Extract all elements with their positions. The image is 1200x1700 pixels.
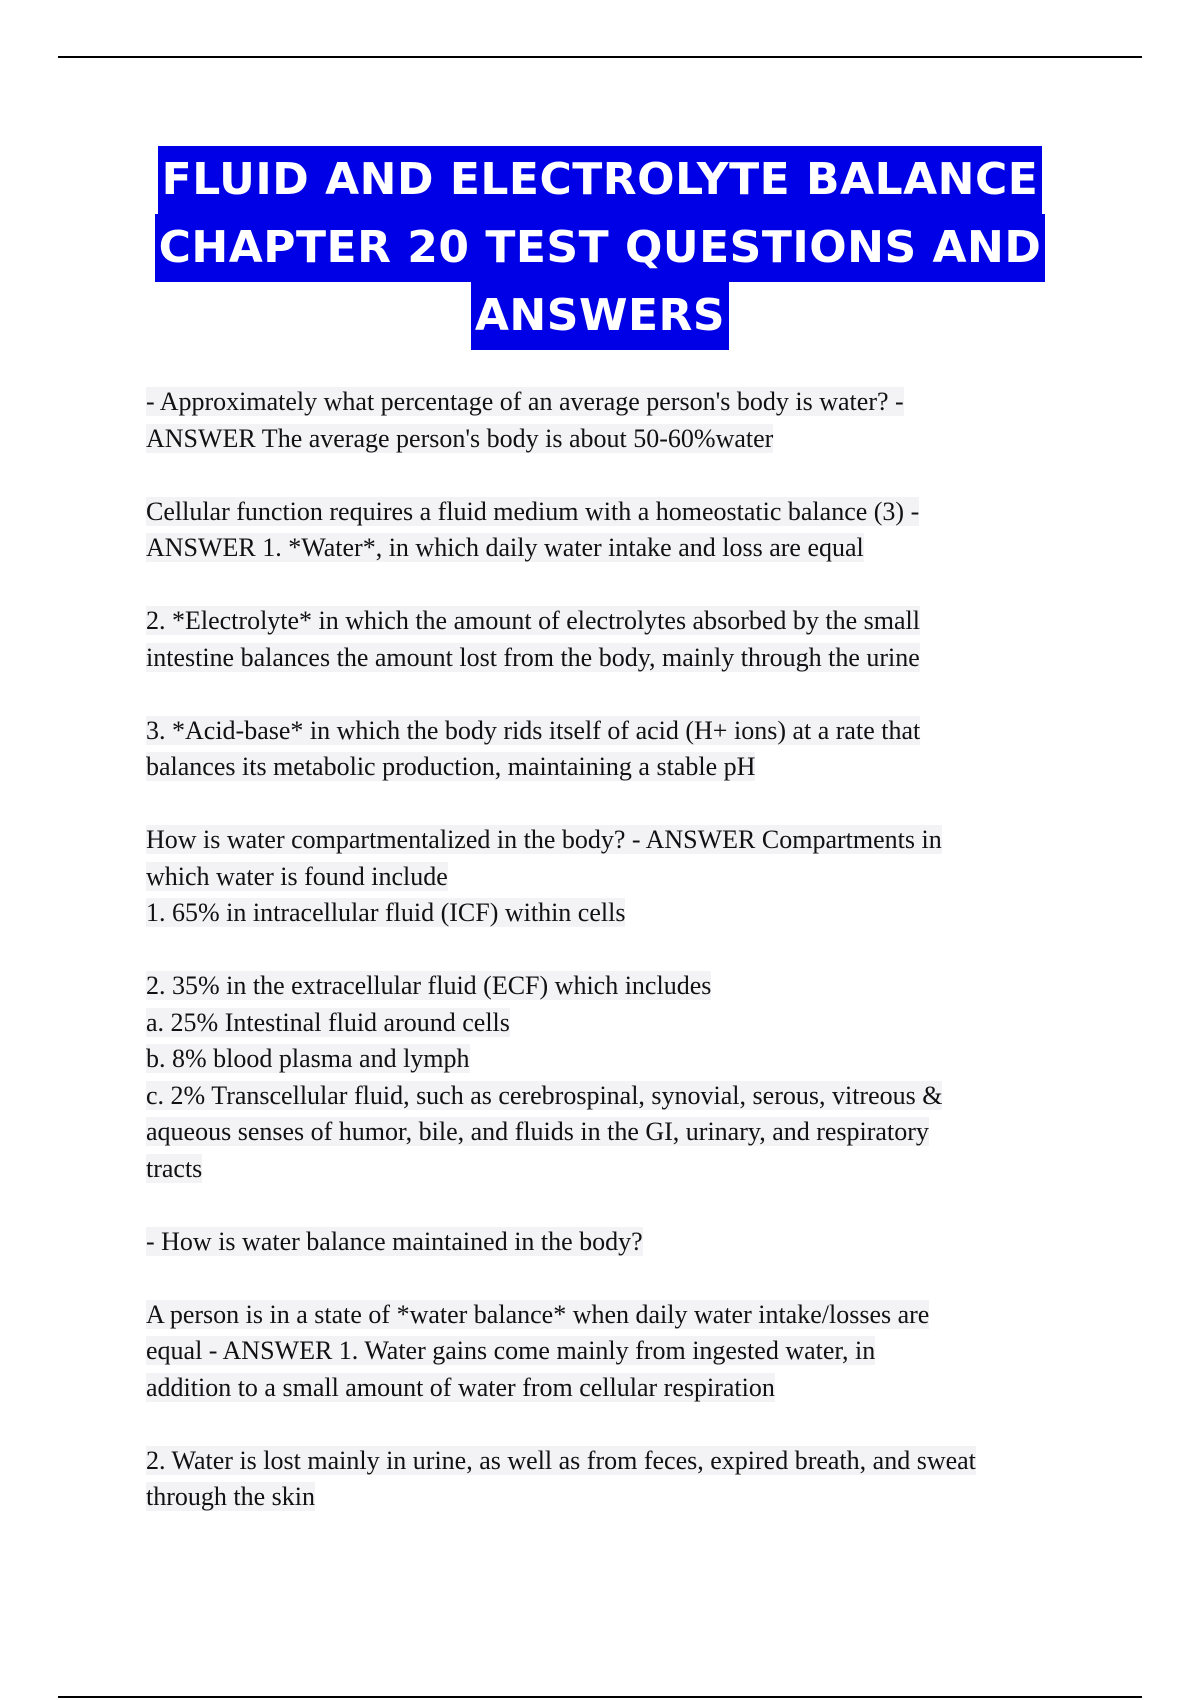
text-line: Cellular function requires a fluid medium with a homeostatic balance (3) - [146,496,920,526]
text-line: - How is water balance maintained in the body? [146,1226,643,1256]
paragraph-9 [146,1443,1066,1516]
title-line-1: FLUID AND ELECTROLYTE BALANCE [158,146,1043,214]
text-line: which water is found include [146,861,448,891]
paragraph-8 [146,1297,1066,1407]
text-line: How is water compartmentalized in the body? - ANSWER Compartments in [146,825,942,854]
text-line: through the skin [146,1482,315,1511]
document-body [146,384,1066,1552]
text-line: intestine balances the amount lost from the body, mainly through the urine [146,642,920,672]
paragraph-3 [146,603,1066,676]
text-line: 2. *Electrolyte* in which the amount of electrolytes absorbed by the small [146,606,921,635]
text-line: a. 25% Intestinal fluid around cells [146,1007,510,1037]
text-line: ANSWER 1. *Water*, in which daily water intake and loss are equal [146,533,864,562]
text-line: addition to a small amount of water from cellular respiration [146,1372,775,1402]
text-line: 2. 35% in the extracellular fluid (ECF) which includes [146,971,712,1000]
footer-rule [58,1696,1142,1698]
text-line: A person is in a state of *water balance* when daily water intake/losses are [146,1299,930,1329]
text-line: tracts [146,1153,203,1183]
title-line-3: ANSWERS [471,282,729,350]
text-line: c. 2% Transcellular fluid, such as cerebrospinal, synovial, serous, vitreous & [146,1080,943,1110]
header-rule [58,56,1142,58]
text-line: - Approximately what percentage of an average person's body is water? - [146,387,904,416]
text-line: equal - ANSWER 1. Water gains come mainly from ingested water, in [146,1336,876,1365]
title-line-2: CHAPTER 20 TEST QUESTIONS AND [155,214,1046,282]
paragraph-5 [146,822,1066,932]
text-line: 1. 65% in intracellular fluid (ICF) within cells [146,898,626,927]
paragraph-4 [146,713,1066,786]
paragraph-2 [146,494,1066,567]
paragraph-6 [146,968,1066,1187]
text-line: 3. *Acid-base* in which the body rids itself of acid (H+ ions) at a rate that [146,715,921,745]
paragraph-7 [146,1224,1066,1261]
document-title [100,146,1100,350]
text-line: ANSWER The average person's body is about 50-60%water [146,423,774,453]
paragraph-1 [146,384,1066,457]
text-line: 2. Water is lost mainly in urine, as well as from feces, expired breath, and sweat [146,1445,976,1475]
text-line: b. 8% blood plasma and lymph [146,1044,470,1073]
text-line: balances its metabolic production, maintaining a stable pH [146,752,756,781]
text-line: aqueous senses of humor, bile, and fluids in the GI, urinary, and respiratory [146,1117,929,1146]
